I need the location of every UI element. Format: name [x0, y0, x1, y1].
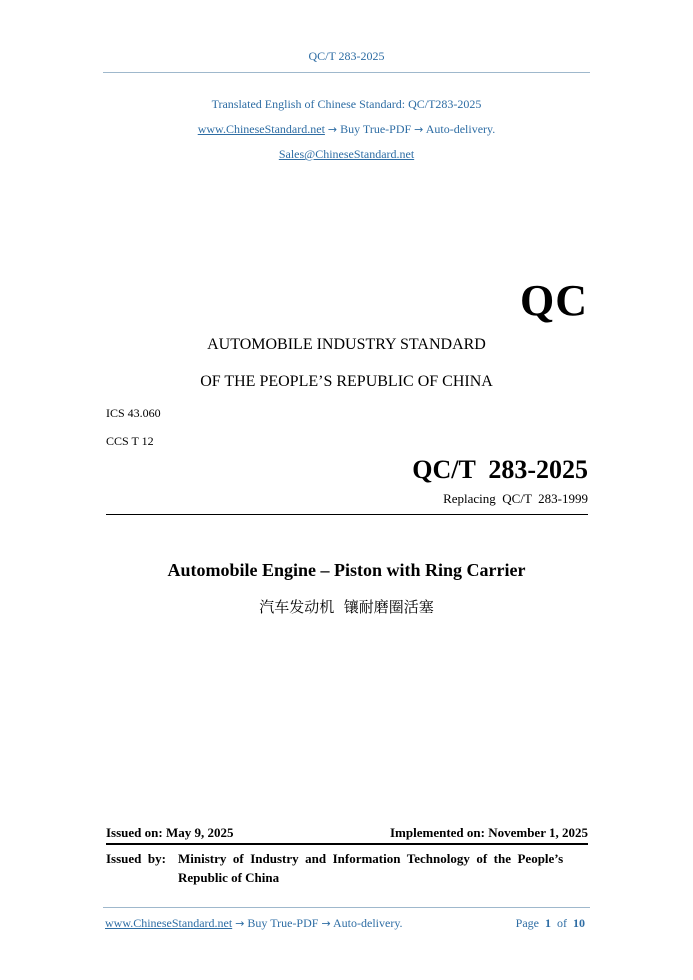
- implemented-on: Implemented on: November 1, 2025: [390, 825, 588, 840]
- banner-email-link[interactable]: Sales@ChineseStandard.net: [278, 147, 415, 161]
- header-divider: [103, 72, 590, 73]
- title-divider: [106, 514, 588, 515]
- banner-email-row: [0, 147, 693, 162]
- banner-site-link[interactable]: www.ChineseStandard.net: [197, 122, 325, 136]
- issued-by-line2: Republic of China: [178, 870, 280, 885]
- footer-buy-text: Buy True-PDF: [247, 916, 319, 930]
- ccs-code: CCS T 12: [106, 434, 154, 448]
- banner-buy-line: [0, 122, 693, 137]
- page-label: Page: [515, 916, 539, 930]
- document-title-cn: 汽车发动机 镶耐磨圈活塞: [259, 598, 434, 616]
- footer-site-link[interactable]: www.ChineseStandard.net: [105, 916, 233, 930]
- arrow-right-icon: →: [327, 123, 338, 136]
- page-total: 10: [573, 916, 585, 930]
- header-doc-code: QC/T 283-2025: [308, 49, 385, 63]
- replacing-note: Replacing QC/T 283-1999: [443, 491, 588, 506]
- page-current: 1: [545, 916, 551, 930]
- banner-buy-text: Buy True-PDF: [340, 122, 412, 136]
- arrow-right-icon: →: [235, 917, 245, 930]
- arrow-right-icon: →: [321, 917, 331, 930]
- document-title-en: Automobile Engine – Piston with Ring Carrier: [167, 560, 526, 580]
- footer-divider: [103, 907, 590, 908]
- issued-on: Issued on: May 9, 2025: [106, 825, 234, 840]
- ics-code: ICS 43.060: [106, 406, 161, 420]
- industry-line-2: OF THE PEOPLE’S REPUBLIC OF CHINA: [200, 373, 493, 390]
- qc-logo: QC: [520, 276, 588, 325]
- page-indicator: [516, 916, 585, 931]
- page-of: of: [557, 916, 567, 930]
- issued-by-block: [106, 851, 588, 886]
- banner-auto-text: Auto-delivery.: [425, 122, 496, 136]
- footer-auto-text: Auto-delivery.: [333, 916, 403, 930]
- issued-by-label: Issued by:: [106, 851, 166, 866]
- footer-buy-line: [105, 916, 403, 931]
- standard-number: QC/T 283-2025: [412, 455, 588, 484]
- issued-by-line1: Ministry of Industry and Information Technology of the People’s: [178, 851, 564, 866]
- issue-divider: [106, 843, 588, 845]
- arrow-right-icon: →: [414, 123, 424, 136]
- translated-line: Translated English of Chinese Standard: QC/T283-2025: [211, 97, 482, 111]
- industry-line-1: AUTOMOBILE INDUSTRY STANDARD: [207, 336, 486, 353]
